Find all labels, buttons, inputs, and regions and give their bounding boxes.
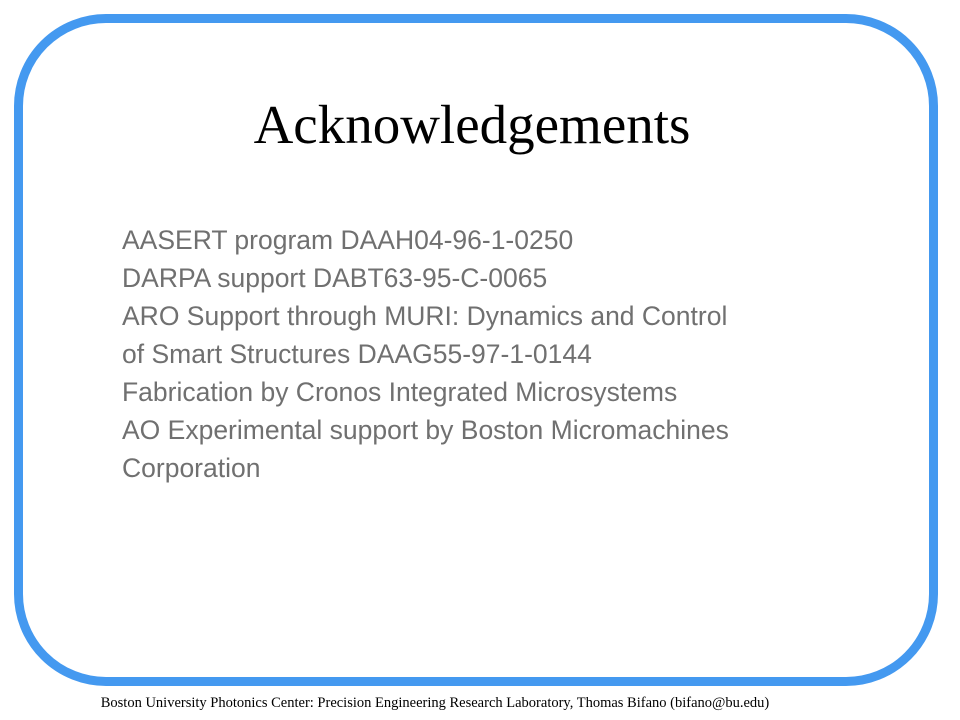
- acknowledgement-line: DARPA support DABT63-95-C-0065: [122, 263, 548, 293]
- acknowledgement-line: Corporation: [122, 453, 261, 483]
- slide-title: Acknowledgements: [253, 94, 691, 155]
- acknowledgement-line: AASERT program DAAH04-96-1-0250: [122, 225, 574, 255]
- acknowledgement-line: Fabrication by Cronos Integrated Microsystems: [122, 377, 678, 407]
- acknowledgement-line: of Smart Structures DAAG55-97-1-0144: [122, 339, 592, 369]
- slide-footer: Boston University Photonics Center: Precision Engineering Research Laboratory, Thomas Bifano (bifano@bu.edu): [100, 695, 770, 711]
- acknowledgement-line: ARO Support through MURI: Dynamics and Control: [122, 301, 728, 331]
- acknowledgements-list: [122, 221, 882, 487]
- acknowledgement-line: AO Experimental support by Boston Micromachines: [122, 415, 729, 445]
